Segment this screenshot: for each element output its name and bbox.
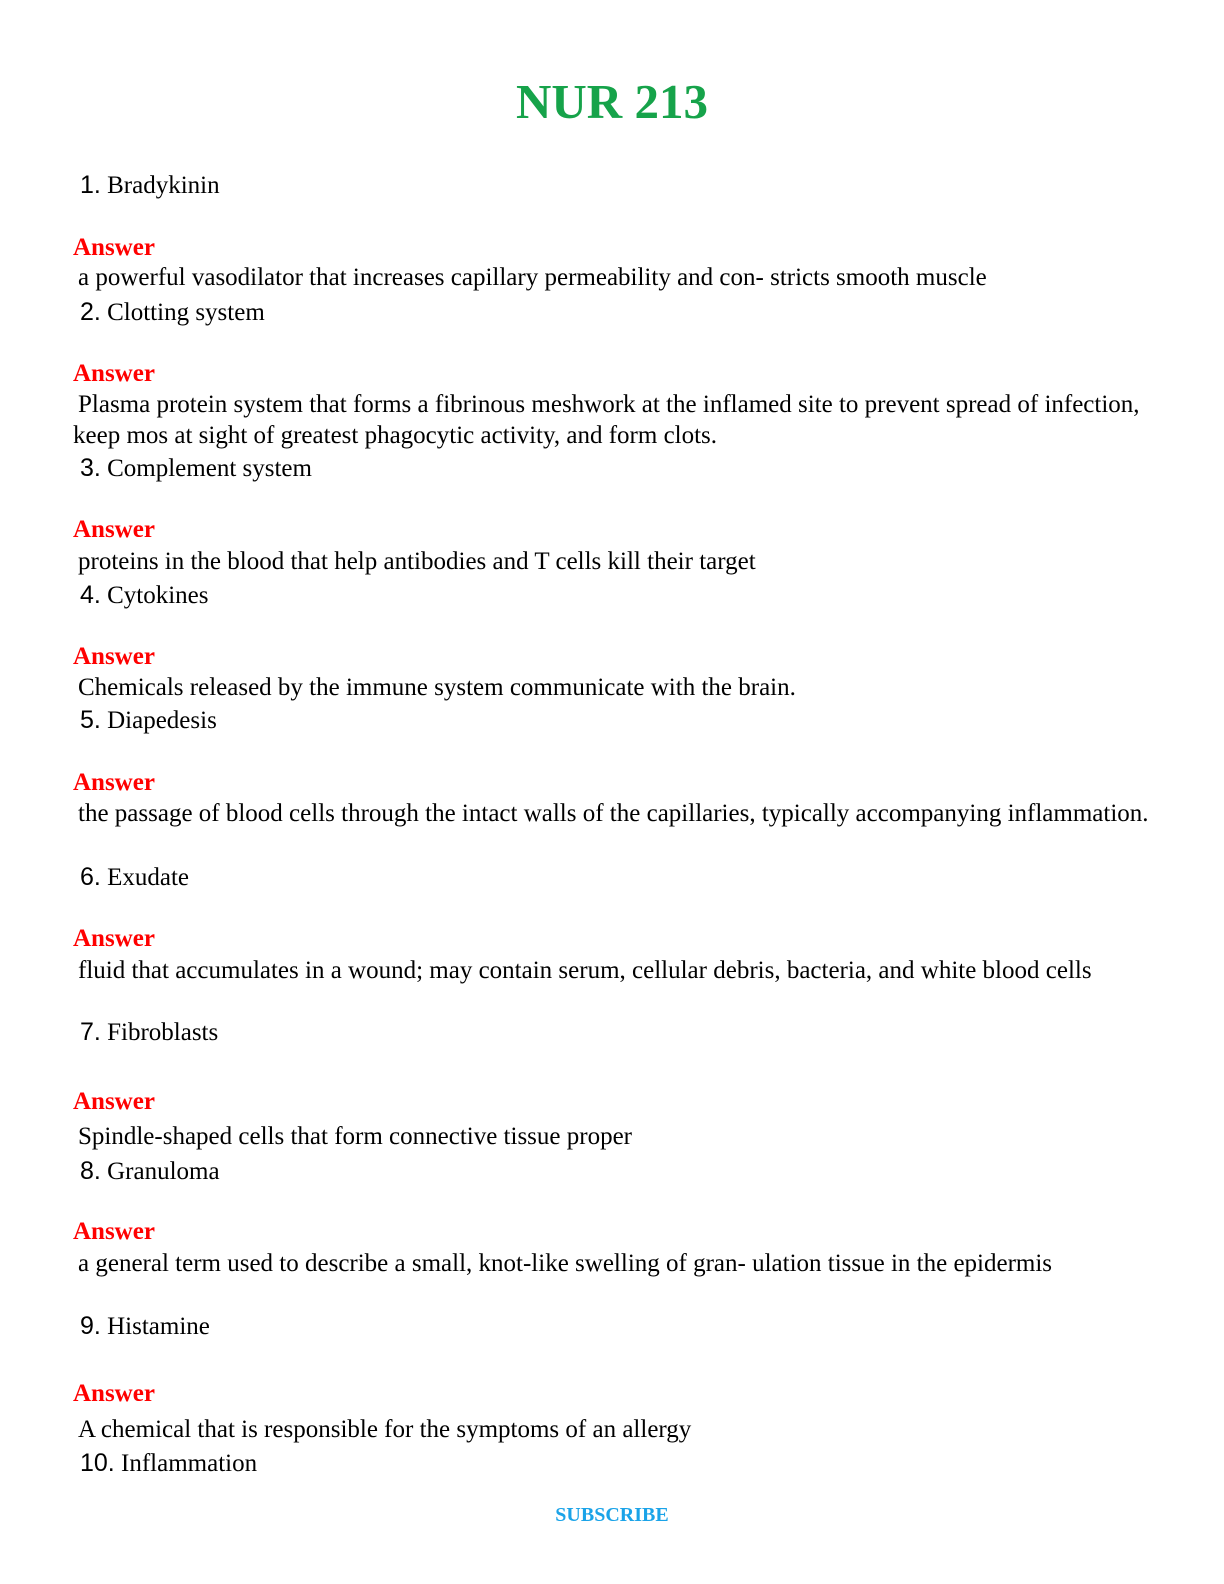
answer-text: Spindle-shaped cells that form connective tissue proper	[78, 1123, 633, 1150]
question-term: Complement system	[107, 455, 312, 482]
answer-label: Answer	[73, 643, 155, 670]
question-item	[80, 705, 217, 736]
question-number: 6.	[80, 863, 101, 891]
question-term: Fibroblasts	[107, 1019, 219, 1046]
answer-text: A chemical that is responsible for the symptoms of an allergy	[78, 1416, 692, 1443]
answer-text: fluid that accumulates in a wound; may contain serum, cellular debris, bacteria, and white blood cells	[78, 957, 1092, 984]
answer-label: Answer	[73, 234, 155, 261]
question-term: Histamine	[107, 1313, 210, 1340]
question-term: Granuloma	[107, 1158, 220, 1185]
question-item	[80, 862, 189, 893]
answer-label: Answer	[73, 1218, 155, 1245]
question-item	[80, 453, 312, 484]
question-term: Cytokines	[107, 582, 209, 609]
question-number: 1.	[80, 171, 101, 199]
answer-label: Answer	[73, 360, 155, 387]
question-item	[80, 1448, 257, 1479]
question-item	[80, 297, 265, 328]
answer-text: Chemicals released by the immune system communicate with the brain.	[78, 674, 796, 701]
answer-label: Answer	[73, 769, 155, 796]
question-number: 8.	[80, 1157, 101, 1185]
answer-label: Answer	[73, 516, 155, 543]
question-number: 5.	[80, 706, 101, 734]
question-term: Bradykinin	[107, 172, 220, 199]
question-number: 7.	[80, 1018, 101, 1046]
question-number: 3.	[80, 454, 101, 482]
question-term: Exudate	[107, 864, 190, 891]
document-title: NUR 213	[516, 74, 708, 129]
question-item	[80, 170, 220, 201]
answer-text: a general term used to describe a small, knot-like swelling of gran- ulation tissue in the epidermis	[78, 1250, 1053, 1277]
answer-label: Answer	[73, 925, 155, 952]
answer-text: the passage of blood cells through the intact walls of the capillaries, typically accompanying inflammation.	[78, 800, 1149, 827]
subscribe-link[interactable]: SUBSCRIBE	[555, 1504, 669, 1526]
question-term: Inflammation	[121, 1450, 258, 1477]
answer-text: a powerful vasodilator that increases capillary permeability and con- stricts smooth muscle	[78, 264, 987, 291]
question-number: 9.	[80, 1312, 101, 1340]
question-term: Diapedesis	[107, 707, 217, 734]
question-number: 2.	[80, 298, 101, 326]
question-term: Clotting system	[107, 299, 265, 326]
question-number: 4.	[80, 581, 101, 609]
question-item	[80, 1156, 220, 1187]
question-item	[80, 580, 209, 611]
question-item	[80, 1017, 218, 1048]
answer-text: proteins in the blood that help antibodies and T cells kill their target	[78, 548, 756, 575]
answer-label: Answer	[73, 1088, 155, 1115]
answer-text: Plasma protein system that forms a fibrinous meshwork at the inflamed site to prevent spread of infection, keep mos at sight of greatest phagocytic activity, and form clots.	[73, 391, 1140, 449]
question-item	[80, 1311, 210, 1342]
question-number: 10.	[80, 1449, 115, 1477]
answer-label: Answer	[73, 1380, 155, 1407]
